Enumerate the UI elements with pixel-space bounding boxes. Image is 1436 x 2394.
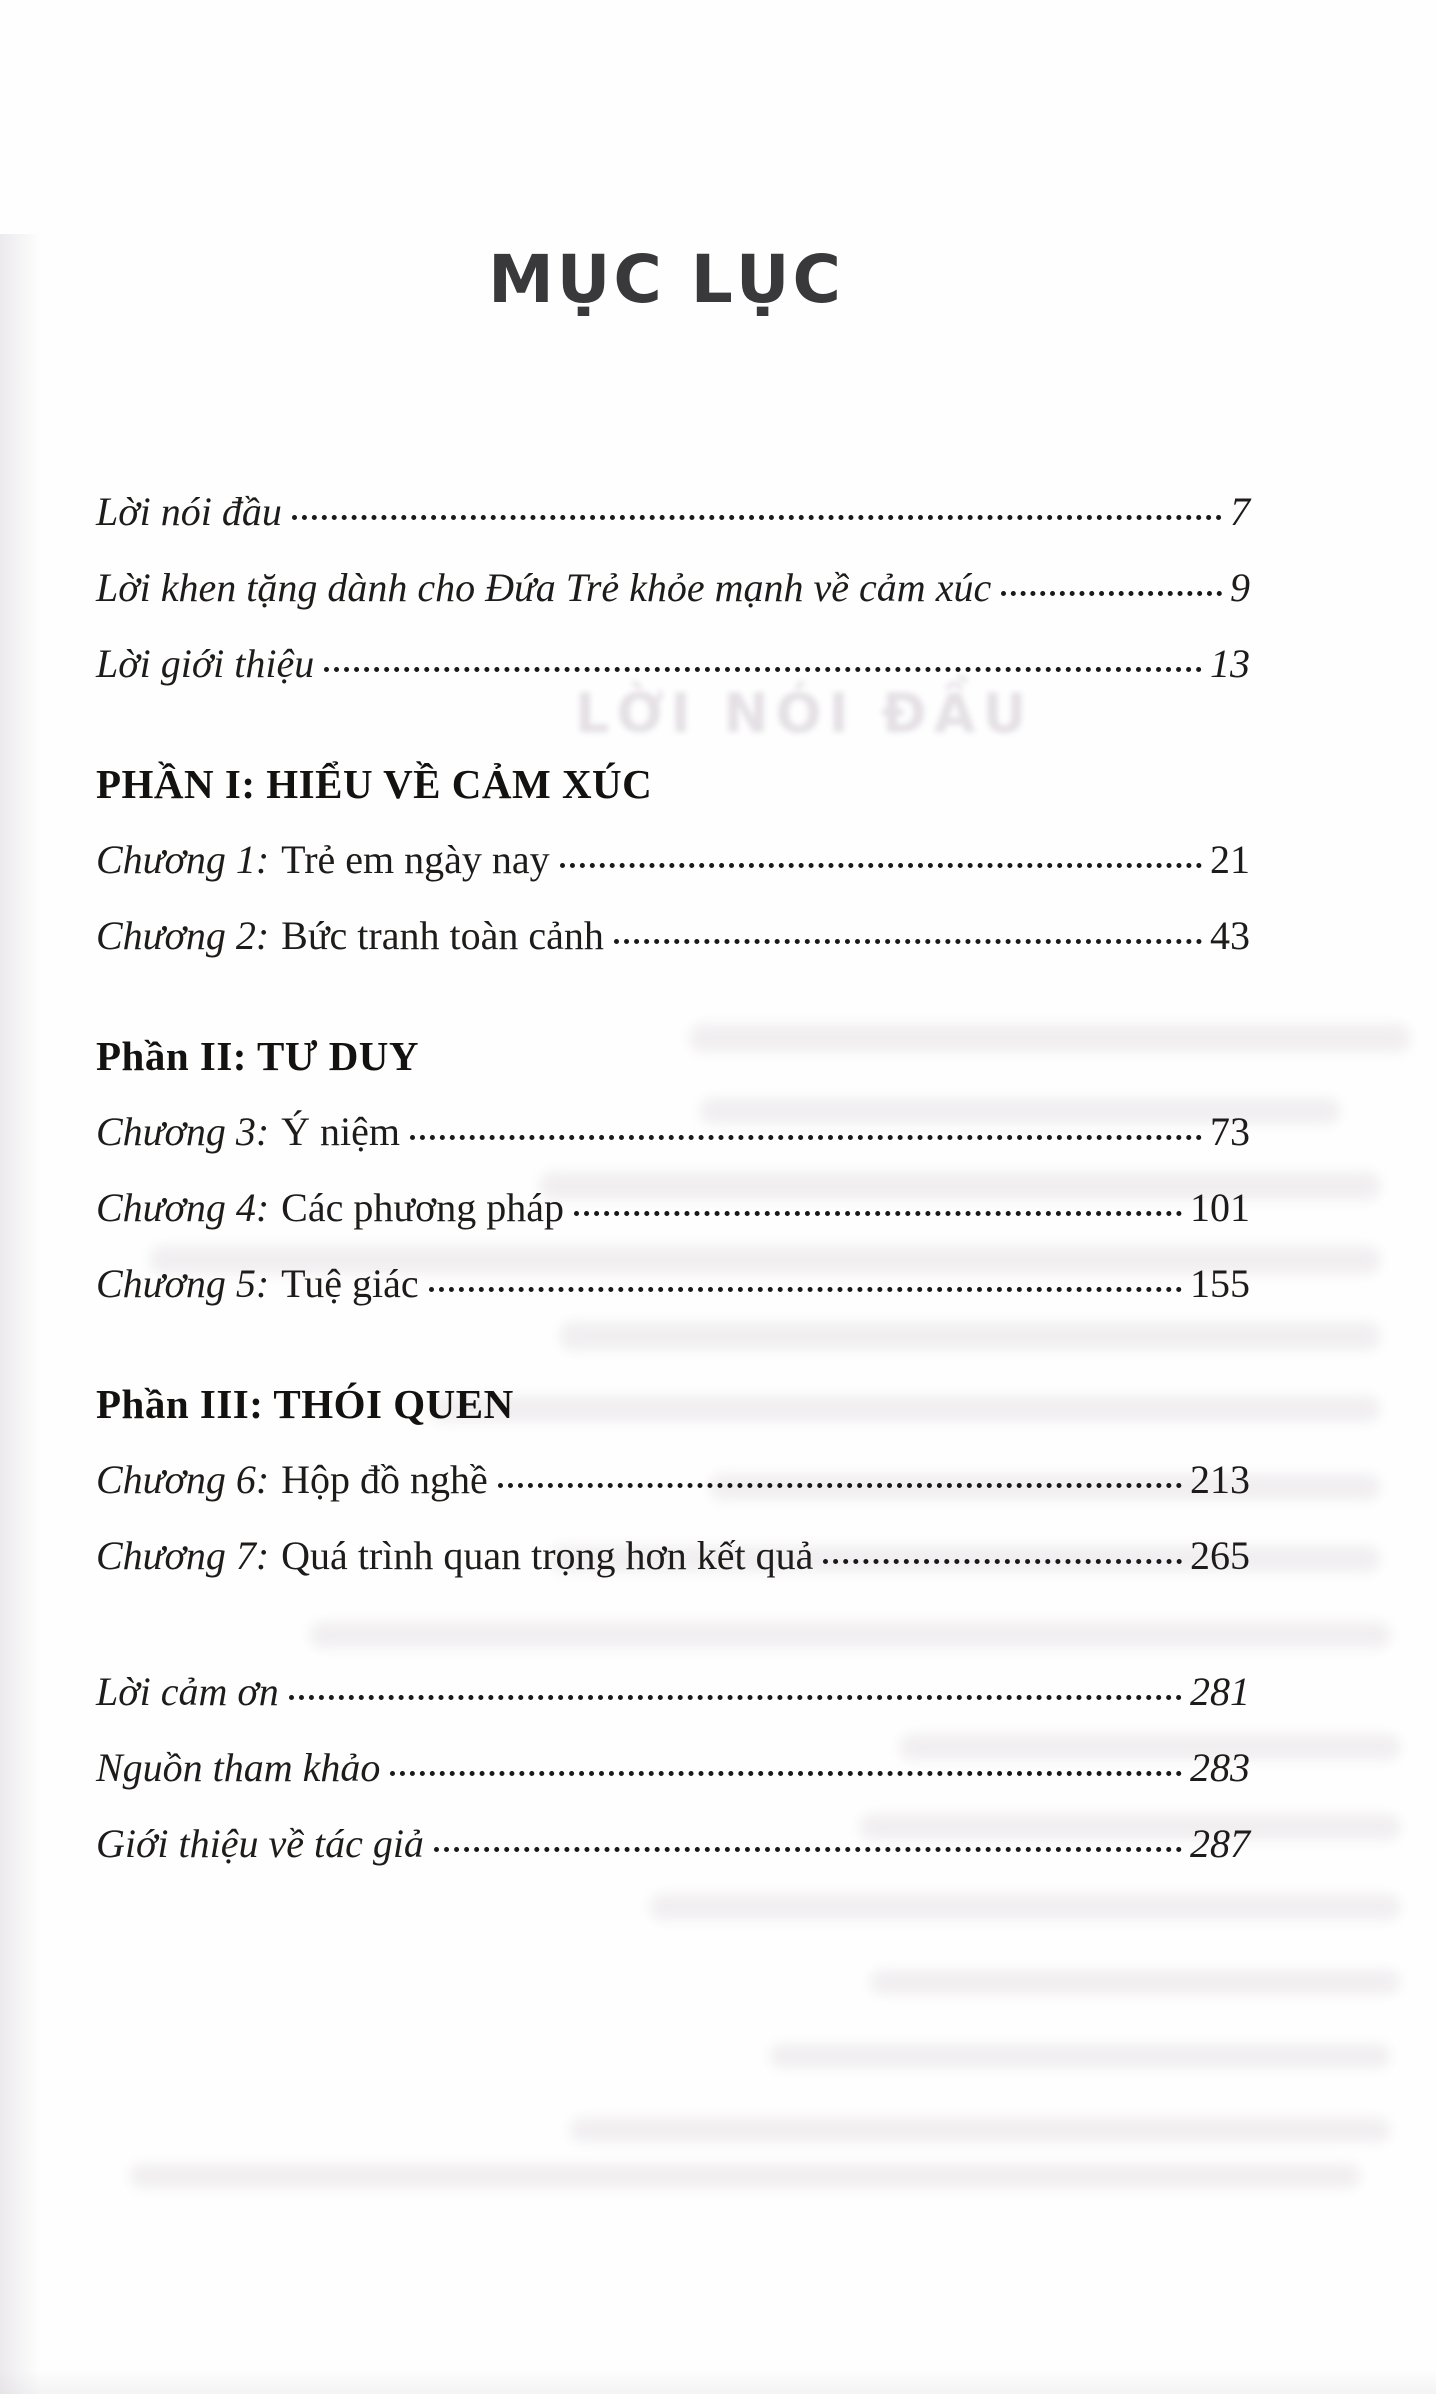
entry-label: Lời giới thiệu (96, 641, 315, 686)
toc-row (96, 1654, 1250, 1730)
bleedthrough-smudge (870, 1970, 1400, 1994)
page-number: 283 (1190, 1745, 1250, 1790)
dot-leader (1001, 591, 1222, 596)
dot-leader (289, 1695, 1182, 1700)
page-number: 155 (1190, 1261, 1250, 1306)
dot-leader (410, 1135, 1202, 1140)
toc-row (96, 1094, 1250, 1170)
chapter-title: Trẻ em ngày nay (281, 837, 550, 882)
toc-list (0, 474, 1436, 1882)
dot-leader (390, 1771, 1182, 1776)
scanned-book-page (0, 234, 1436, 2394)
toc-row (96, 1518, 1250, 1594)
part-heading-label: Phần II: TƯ DUY (96, 1033, 420, 1079)
chapter-title: Ý niệm (281, 1109, 401, 1154)
page-number: 265 (1190, 1533, 1250, 1578)
part-heading-label: PHẦN I: HIỂU VỀ CẢM XÚC (96, 761, 653, 807)
toc-row (96, 1806, 1250, 1882)
dot-leader (292, 515, 1222, 520)
entry-label: Lời cảm ơn (96, 1669, 279, 1714)
chapter-prefix: Chương 2: (96, 913, 270, 958)
page-number: 9 (1230, 565, 1250, 610)
entry-label: Lời khen tặng dành cho Đứa Trẻ khỏe mạnh về cảm xúc (96, 565, 992, 610)
toc-row (96, 1246, 1250, 1322)
toc-row (96, 474, 1250, 550)
toc-part-heading (96, 746, 1250, 822)
toc-row (96, 1730, 1250, 1806)
part-heading-label: Phần III: THÓI QUEN (96, 1381, 514, 1427)
toc-row (96, 1170, 1250, 1246)
page-number: 101 (1190, 1185, 1250, 1230)
chapter-prefix: Chương 5: (96, 1261, 270, 1306)
chapter-title: Tuệ giác (281, 1261, 419, 1306)
bleedthrough-smudge (650, 1894, 1400, 1920)
toc-row (96, 898, 1250, 974)
dot-leader (560, 863, 1202, 868)
page-number: 281 (1190, 1669, 1250, 1714)
dot-leader (574, 1211, 1182, 1216)
dot-leader (823, 1559, 1182, 1564)
entry-label: Lời nói đầu (96, 489, 282, 534)
chapter-title: Các phương pháp (281, 1185, 564, 1230)
toc-row (96, 822, 1250, 898)
bleedthrough-smudge (570, 2118, 1390, 2142)
dot-leader (324, 667, 1202, 672)
page-number: 13 (1210, 641, 1250, 686)
bleedthrough-smudge (770, 2044, 1390, 2068)
page-number: 7 (1230, 489, 1250, 534)
toc-part-heading (96, 1018, 1250, 1094)
page-number: 287 (1190, 1821, 1250, 1866)
dot-leader (614, 939, 1202, 944)
bleedthrough-smudge (130, 2164, 1360, 2188)
bleedthrough-ghost-text: LỜI NÓI ĐẦU (575, 682, 1034, 745)
dot-leader (429, 1287, 1182, 1292)
chapter-prefix: Chương 3: (96, 1109, 270, 1154)
chapter-prefix: Chương 6: (96, 1457, 270, 1502)
page-number: 21 (1210, 837, 1250, 882)
chapter-title: Bức tranh toàn cảnh (281, 913, 604, 958)
chapter-prefix: Chương 4: (96, 1185, 270, 1230)
page-number: 73 (1210, 1109, 1250, 1154)
entry-label: Nguồn tham khảo (96, 1745, 381, 1790)
scan-edge-shading-bottom (0, 2370, 1436, 2394)
page-number: 43 (1210, 913, 1250, 958)
page-number: 213 (1190, 1457, 1250, 1502)
toc-row (96, 626, 1250, 702)
chapter-prefix: Chương 1: (96, 837, 270, 882)
toc-row (96, 1442, 1250, 1518)
chapter-prefix: Chương 7: (96, 1533, 270, 1578)
dot-leader (498, 1483, 1182, 1488)
chapter-title: Quá trình quan trọng hơn kết quả (281, 1533, 814, 1578)
page-title: MỤC LỤC (488, 241, 844, 318)
toc-part-heading (96, 1366, 1250, 1442)
dot-leader (434, 1847, 1182, 1852)
toc-row (96, 550, 1250, 626)
entry-label: Giới thiệu về tác giả (96, 1821, 424, 1866)
chapter-title: Hộp đồ nghề (281, 1457, 488, 1502)
